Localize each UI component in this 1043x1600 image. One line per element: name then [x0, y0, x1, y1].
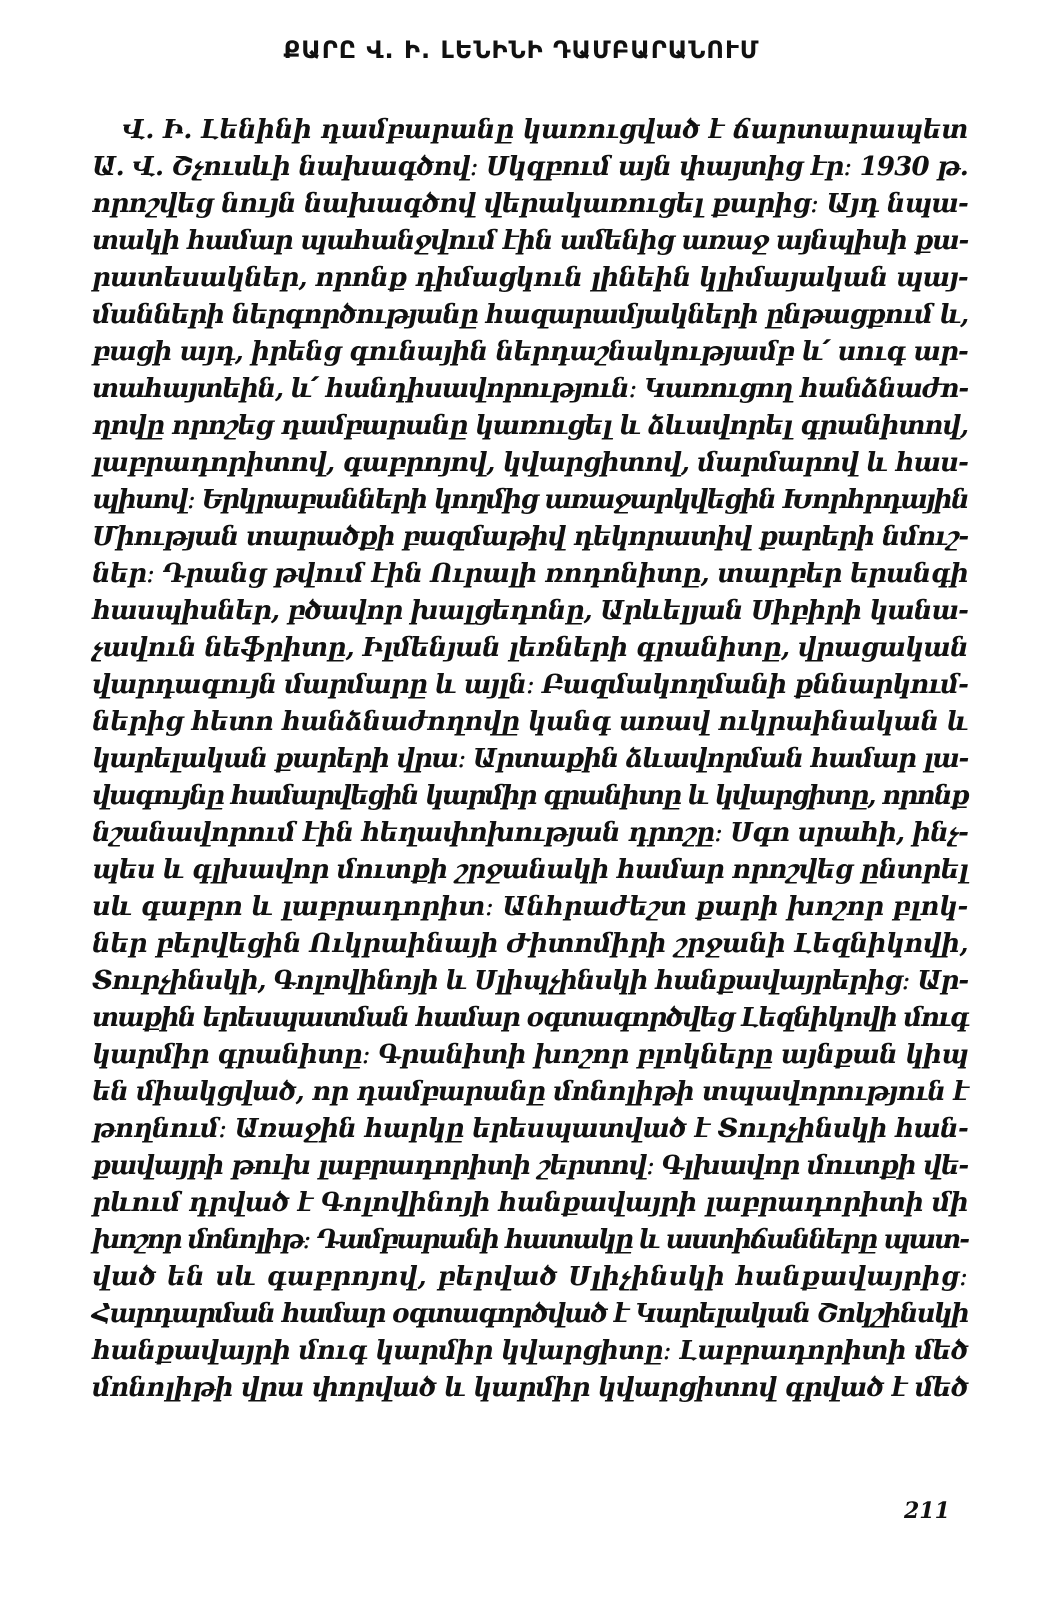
running-head: ՔԱՐԸ Վ. Ի. ԼԵՆԻՆԻ ԴԱՄԲԱՐԱՆՈՒՄ — [283, 36, 760, 64]
text-line: տաքին երեսպատման համար օգտագործվեց Լեզնիկովի մուգ — [92, 1003, 968, 1033]
text-line: մոնոլիթի վրա փորված և կարմիր կվարցիտով գրված է մեծ — [92, 1373, 968, 1403]
text-line: րատեսակներ, որոնք դիմացկուն լինեին կլիմայական պայ- — [92, 263, 968, 293]
text-line: որոշվեց նույն նախագծով վերակառուցել քարից։ Այդ նպա- — [92, 189, 968, 219]
text-line: բացի այդ, իրենց գունային ներդաշնակությամբ և՛ սուգ ար- — [92, 337, 968, 367]
text-line: են միակցված, որ դամբարանը մոնոլիթի տպավորություն է — [92, 1077, 968, 1107]
text-line: կարմիր գրանիտը։ Գրանիտի խոշոր բլոկները այնքան կիպ — [92, 1040, 968, 1070]
text-line: նշանավորում էին հեղափոխության դրոշը։ Սգո սրահի, ինչ- — [92, 818, 969, 848]
text-line: չավուն նեֆրիտը, Իլմենյան լեռների գրանիտը, վրացական — [92, 633, 968, 663]
text-line: խոշոր մոնոլիթ։ Դամբարանի հատակը և աստիճանները պատ- — [92, 1225, 969, 1255]
text-line: ղովը որոշեց դամբարանը կառուցել և ձևավորել գրանիտով, — [92, 411, 968, 441]
text-line: վագույնը համարվեցին կարմիր գրանիտը և կվարցիտը, որոնք — [92, 781, 968, 811]
text-line: սև գաբրո և լաբրադորիտ։ Անհրաժեշտ քարի խոշոր բլոկ- — [92, 892, 968, 922]
text-line: րևում դրված է Գոլովինոյի հանքավայրի լաբրադորիտի մի — [92, 1188, 968, 1218]
text-line: հանքավայրի մուգ կարմիր կվարցիտը։ Լաբրադորիտի մեծ — [92, 1336, 969, 1366]
text-line: Վ. Ի. Լենինի դամբարանը կառուցված է ճարտարապետ — [122, 115, 968, 145]
text-line: Ա. Վ. Շչուսևի նախագծով։ Սկզբում այն փայտից էր։ 1930 թ. — [92, 152, 968, 182]
text-line: Հարդարման համար օգտագործված է Կարելական Շոկշինսկի — [92, 1299, 968, 1329]
text-line: ներ։ Դրանց թվում էին Ուրալի ռոդոնիտը, տարբեր երանգի — [92, 559, 968, 589]
text-line: պես և գլխավոր մուտքի շրջանակի համար որոշվեց ընտրել — [92, 855, 968, 885]
text-line: ներ բերվեցին Ուկրաինայի Ժիտոմիրի շրջանի Լեզնիկովի, — [92, 929, 969, 959]
page-number: 211 — [904, 1498, 950, 1524]
text-line: տահայտեին, և՛ հանդիսավորություն։ Կառուցող հանձնաժո- — [92, 374, 968, 404]
text-line: Միության տարածքի բազմաթիվ դեկորատիվ քարերի նմուշ- — [92, 522, 968, 552]
text-line: հասպիսներ, բծավոր խալցեդոնը, Արևելյան Սիբիրի կանա- — [92, 596, 968, 626]
text-line: քավայրի թուխ լաբրադորիտի շերտով։ Գլխավոր մուտքի վե- — [92, 1151, 969, 1181]
text-line: ներից հետո հանձնաժողովը կանգ առավ ուկրաինական և — [92, 707, 968, 737]
text-line: թողնում։ Առաջին հարկը երեսպատված է Տուրչինսկի հան- — [92, 1114, 968, 1144]
text-line: պիսով։ Երկրաբանների կողմից առաջարկվեցին Խորհրդային — [92, 485, 968, 515]
text-line: տակի համար պահանջվում էին ամենից առաջ այնպիսի քա- — [92, 226, 969, 256]
text-line: վարդագույն մարմարը և այլն։ Բազմակողմանի քննարկում- — [92, 670, 968, 700]
text-line: մանների ներգործությանը հազարամյակների ընթացքում և, — [92, 300, 968, 330]
text-line: կարելական քարերի վրա։ Արտաքին ձևավորման համար լա- — [92, 744, 968, 774]
body-paragraph — [92, 112, 968, 1407]
text-line: Տուրչինսկի, Գոլովինոյի և Սլիպչինսկի հանքավայրերից։ Ար- — [92, 966, 969, 996]
text-line: լաբրադորիտով, գաբրոյով, կվարցիտով, մարմարով և հաս- — [92, 448, 968, 478]
text-line: ված են սև գաբրոյով, բերված Սլիչինսկի հանքավայրից։ — [92, 1262, 968, 1292]
